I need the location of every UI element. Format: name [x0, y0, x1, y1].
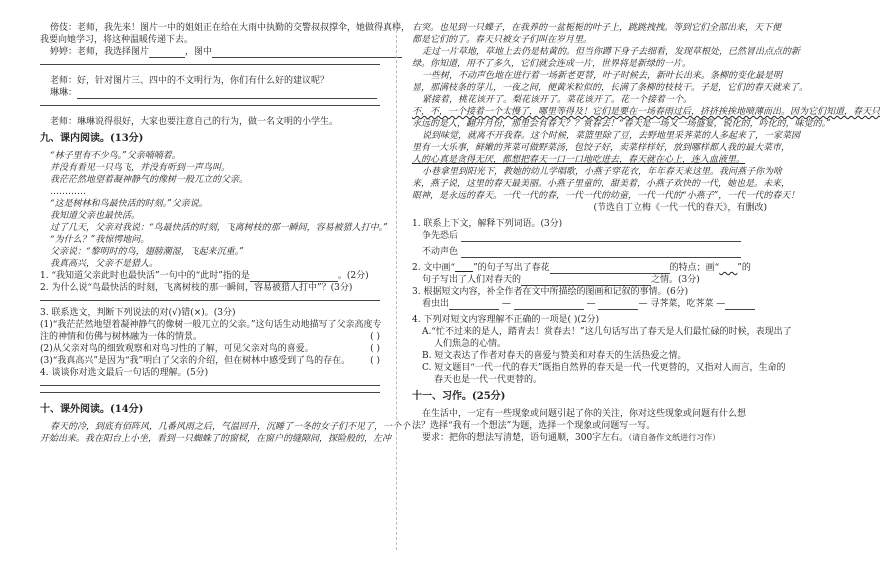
answer-blank[interactable] [550, 264, 670, 274]
question-3: 3. 根据短文内容，补全作者在文中所描绘的图画和记叙的事情。(6分) [412, 287, 689, 297]
answer-blank[interactable] [212, 48, 402, 58]
reading-line: “为什么？”我惊愕地问。 [50, 235, 150, 245]
answer-line[interactable] [40, 64, 380, 65]
reading-line: 绿。你知道，用不了多久，它们就会连成一片，世界将是新绿的一片。 [412, 59, 692, 69]
reading-line: 显，那满枝条的芽儿，一夜之间，便黄米粒似的，长满了条柳的枝枝干。子是，它们的春天就来了。 [412, 83, 809, 93]
judgement-text: 注的神情和仿佛与树林融为一体的情景。 [40, 332, 203, 342]
answer-paren[interactable]: ( ) [370, 332, 380, 342]
question-3: 3. 联系选文，判断下列说法的对(√)错(×)。(3分) [40, 308, 236, 318]
answer-blank[interactable] [449, 300, 499, 310]
judgement-item [40, 331, 380, 343]
question-2: 2. 为什么说“鸟最快活的时刻，飞离树枝的那一瞬间，容易被猎人打中”？(3分) [40, 283, 353, 293]
judgement-item: (1)“我茫茫然地望着凝神静气的像树一般兀立的父亲。”这句话生动地描写了父亲高度专 [40, 320, 382, 330]
question-1: 1. 联系上下文，解释下列词语。(3分) [412, 219, 563, 229]
right-column [412, 22, 880, 444]
reading-line: 小巷拿里到阳光下，教她的幼儿学唱歌，小燕子穿花衣，年年春天来这里。我问燕子你为啥 [422, 167, 783, 177]
dialog-line [40, 46, 380, 58]
question-2-cont [412, 274, 767, 286]
answer-line[interactable] [40, 392, 380, 393]
question-text: 的特点；画“ [669, 263, 720, 273]
question-text: ”的 [737, 263, 751, 273]
writing-requirement [412, 432, 767, 444]
question-text: 。(2分) [337, 271, 369, 281]
reading-line: 父亲说：“黎明时的鸟，翅膀潮湿，飞起来沉重。” [50, 247, 244, 257]
choice-a-cont: 人们焦急的心情。 [434, 339, 507, 349]
answer-paren[interactable]: ( ) [370, 344, 380, 354]
question-4: 4. 谈谈你对选文最后一句话的理解。(5分) [40, 368, 209, 378]
answer-blank[interactable] [250, 272, 338, 282]
wavy-underlined-sentence: 不，不，一个接着一个太慢了，哪里等得及！它们是要在一场春雨过后，挤挤挨挨地喷薄而出。因为它们知道，春天只 [412, 107, 880, 117]
question-text: 1. “我知道父亲此时也最快活”一句中的“此时”指的是 [40, 271, 250, 281]
dialog-line [40, 87, 380, 99]
reading-line: 春天的冷，到底有佰阵风，几番风雨之后，气温回升，沉睡了一冬的女子们不见了，一个个 [50, 422, 411, 432]
answer-blank[interactable] [598, 300, 638, 310]
reading-line: 都是它们的了。春天只被女子们叫在岁月里。 [412, 35, 593, 45]
writing-prompt: 法？选择“我有一个想法”为题，选择一个现象或问题写一写。 [412, 421, 656, 431]
reading-line: 并没有看见一只鸟飞，并没有听到一声鸟叫。 [50, 163, 231, 173]
section-heading: 十一、习作。(25分) [412, 391, 506, 402]
reading-line: 永远的是人，翻开月份，那里会有春天？？赏春去！“春天是一场又一场盛宴，锐化的，吟化的，味觉的。” [412, 119, 831, 129]
choice-c[interactable]: C. 短文题目“一代一代的春天”既指自然界的春天是一代一代更替的，又指对人而言，生命的 [422, 363, 786, 373]
judgement-text: (2)从父亲对鸟的细致观察和对鸟习性的了解，可见父亲对鸟的喜爱。 [40, 344, 314, 354]
vocab-item [412, 246, 767, 258]
section-heading: 十、课外阅读。(14分) [40, 404, 144, 415]
choice-c-cont: 春天也是一代一代更替的。 [434, 375, 543, 385]
answer-paren[interactable]: ( ) [370, 356, 380, 366]
source-citation: (节选自丁立梅《一代一代的春天》，有删改) [593, 203, 767, 213]
reading-line: 我真高兴，父亲不是猎人。 [50, 259, 159, 269]
dialog-text: 琳琳： [50, 88, 78, 98]
answer-line[interactable] [40, 105, 380, 106]
reading-line: 来，燕子说，这里的春天最美丽。小燕子里童的，甜美着，小燕子欢快的一代，她也是。未来， [412, 179, 791, 189]
dialog-text: ，图中 [185, 47, 213, 57]
dialog-line: 傍伎：老师，我先来！图片一中的姐姐正在给在大雨中执勤的交警叔叔撑伞，她做得真棒， [50, 23, 411, 33]
reading-line: 开始出来。我在阳台上小坐，看到一只蜘蛛了的窗棂，在窗户的缝隙间，探险般的，左冲 [40, 434, 392, 444]
vocab-item [412, 230, 767, 242]
dialog-text: 婷婷：老师，我选择图片 [50, 47, 150, 57]
reading-text: 菜花该开了。 [566, 95, 621, 105]
chain-start: 看虫出 [422, 299, 450, 309]
picture-chain: 看虫出 — — — 寻荠菜，吃荠菜 — [412, 298, 767, 310]
requirement-text: 要求：把你的想法写清楚，语句通顺，300字左右。 [422, 433, 629, 443]
answer-blank[interactable] [514, 300, 584, 310]
question-1 [40, 270, 380, 282]
answer-line[interactable] [40, 300, 380, 301]
reading-text: 花一个接着一个。 [620, 95, 693, 105]
reading-line: 眼神，是永远的春天。一代一代的春，一代一代的幼童，一代一代的“小燕子”，一代一代的春天！ [412, 191, 800, 201]
left-column [40, 22, 411, 445]
requirement-note: （请自备作文纸进行习作） [628, 433, 721, 442]
vocab-word: 不动声色 [422, 247, 459, 257]
reading-line: 说到味觉，就离不开我春。这个时候，菜篮里除了豆，去野地里采荠菜的人多起来了，一家菜园 [422, 131, 801, 141]
judgement-text: (3)“我真高兴”是因为“我”明白了父亲的介绍，但在树林中感受到了鸟的存在。 [40, 356, 351, 366]
dialog-line: 老师：好，针对图片三、四中的不文明行为，你们有什么好的建议呢？ [50, 76, 330, 86]
dialog-line: 我要向她学习，将这种温暖传递下去。 [40, 35, 194, 45]
writing-prompt: 在生活中，一定有一些现象或问题引起了你的关注，你对这些现象或问题有什么想 [422, 409, 747, 419]
reading-line: 走过一片草地，草地上去仍是枯黄的。但当你蹲下身子去细看，发现草根处，已然冒出点点的新 [422, 47, 801, 57]
question-4: 4. 下列对短文内容理解不正确的一项是( )(2分) [412, 315, 600, 325]
choice-a[interactable]: A.“忙不过来的是人，踏青去！赏春去！”这几句话写出了春天是人们最忙碌的时候，表现出了 [422, 327, 792, 337]
question-text: ”的句子写出了春花 [473, 263, 550, 273]
judgement-item [40, 355, 380, 367]
reading-line: 我知道父亲也最快活。 [50, 211, 141, 221]
column-divider [396, 20, 398, 550]
reading-line: 一些树，不动声色地在进行着一场新老更替，叶子时候去，新叶长出来。条柳的变化最是明 [422, 71, 783, 81]
reading-line: 右突。也见到一只蝶子，在我养的一盆栀栀的叶子上，跳跳拽拽。等到它们全部出来，天下便 [412, 23, 782, 33]
answer-blank[interactable] [521, 276, 651, 286]
answer-blank[interactable] [461, 232, 741, 242]
reading-text: 梨花该开了。 [512, 95, 567, 105]
question-text: 之情。(3分) [651, 275, 700, 285]
answer-blank[interactable] [461, 248, 741, 258]
answer-line[interactable] [40, 385, 380, 386]
judgement-item [40, 343, 380, 355]
reading-line: ………… [50, 187, 86, 197]
reading-text: 紧接着，桃花该开了。 [422, 95, 513, 105]
vocab-word: 争先恐后 [422, 231, 459, 241]
reading-line: “这是树林和鸟最快活的时刻。”父亲说。 [50, 199, 208, 209]
question-text: 2. 文中画“ [412, 263, 456, 273]
reading-line: 过了几天，父亲对我说：“鸟最快活的时刻，飞离树枝的那一瞬间，容易被猎人打中。” [50, 223, 388, 233]
reading-line: “林子里有不少鸟。”父亲喃喃着。 [50, 151, 181, 161]
answer-blank[interactable] [149, 48, 185, 58]
choice-b[interactable]: B. 短文表达了作者对春天的喜爱与赞美和对春天的生活热爱之情。 [422, 351, 687, 361]
question-2 [412, 262, 767, 274]
chain-mid: — 寻荠菜，吃荠菜 — [638, 299, 726, 309]
reading-line [412, 94, 767, 106]
straight-line-sample [455, 263, 473, 273]
answer-blank[interactable] [725, 300, 755, 310]
reading-line: 我茫茫然地望着凝神静气的像树一般兀立的父亲。 [50, 175, 249, 185]
question-text: 句子写出了人们对春天的 [422, 275, 522, 285]
section-heading: 九、课内阅读。(13分) [40, 133, 144, 144]
answer-blank[interactable] [77, 89, 377, 99]
dialog-line: 老师：琳琳说得很好，大家也要注意自己的行为，做一名文明的小学生。 [50, 117, 339, 127]
wavy-line-sample [719, 263, 737, 273]
underlined-sentence: 人的心真是贪得无厌，都想把春天一口一口地吃进去，春天就在心上，连入血液里。 [412, 155, 746, 165]
reading-line: 里有一大乐事，鲜嫩的荠菜可做野菜汤，包饺子好，卖菜样样好，放到哪样都人我的最大菜市， [412, 143, 791, 153]
